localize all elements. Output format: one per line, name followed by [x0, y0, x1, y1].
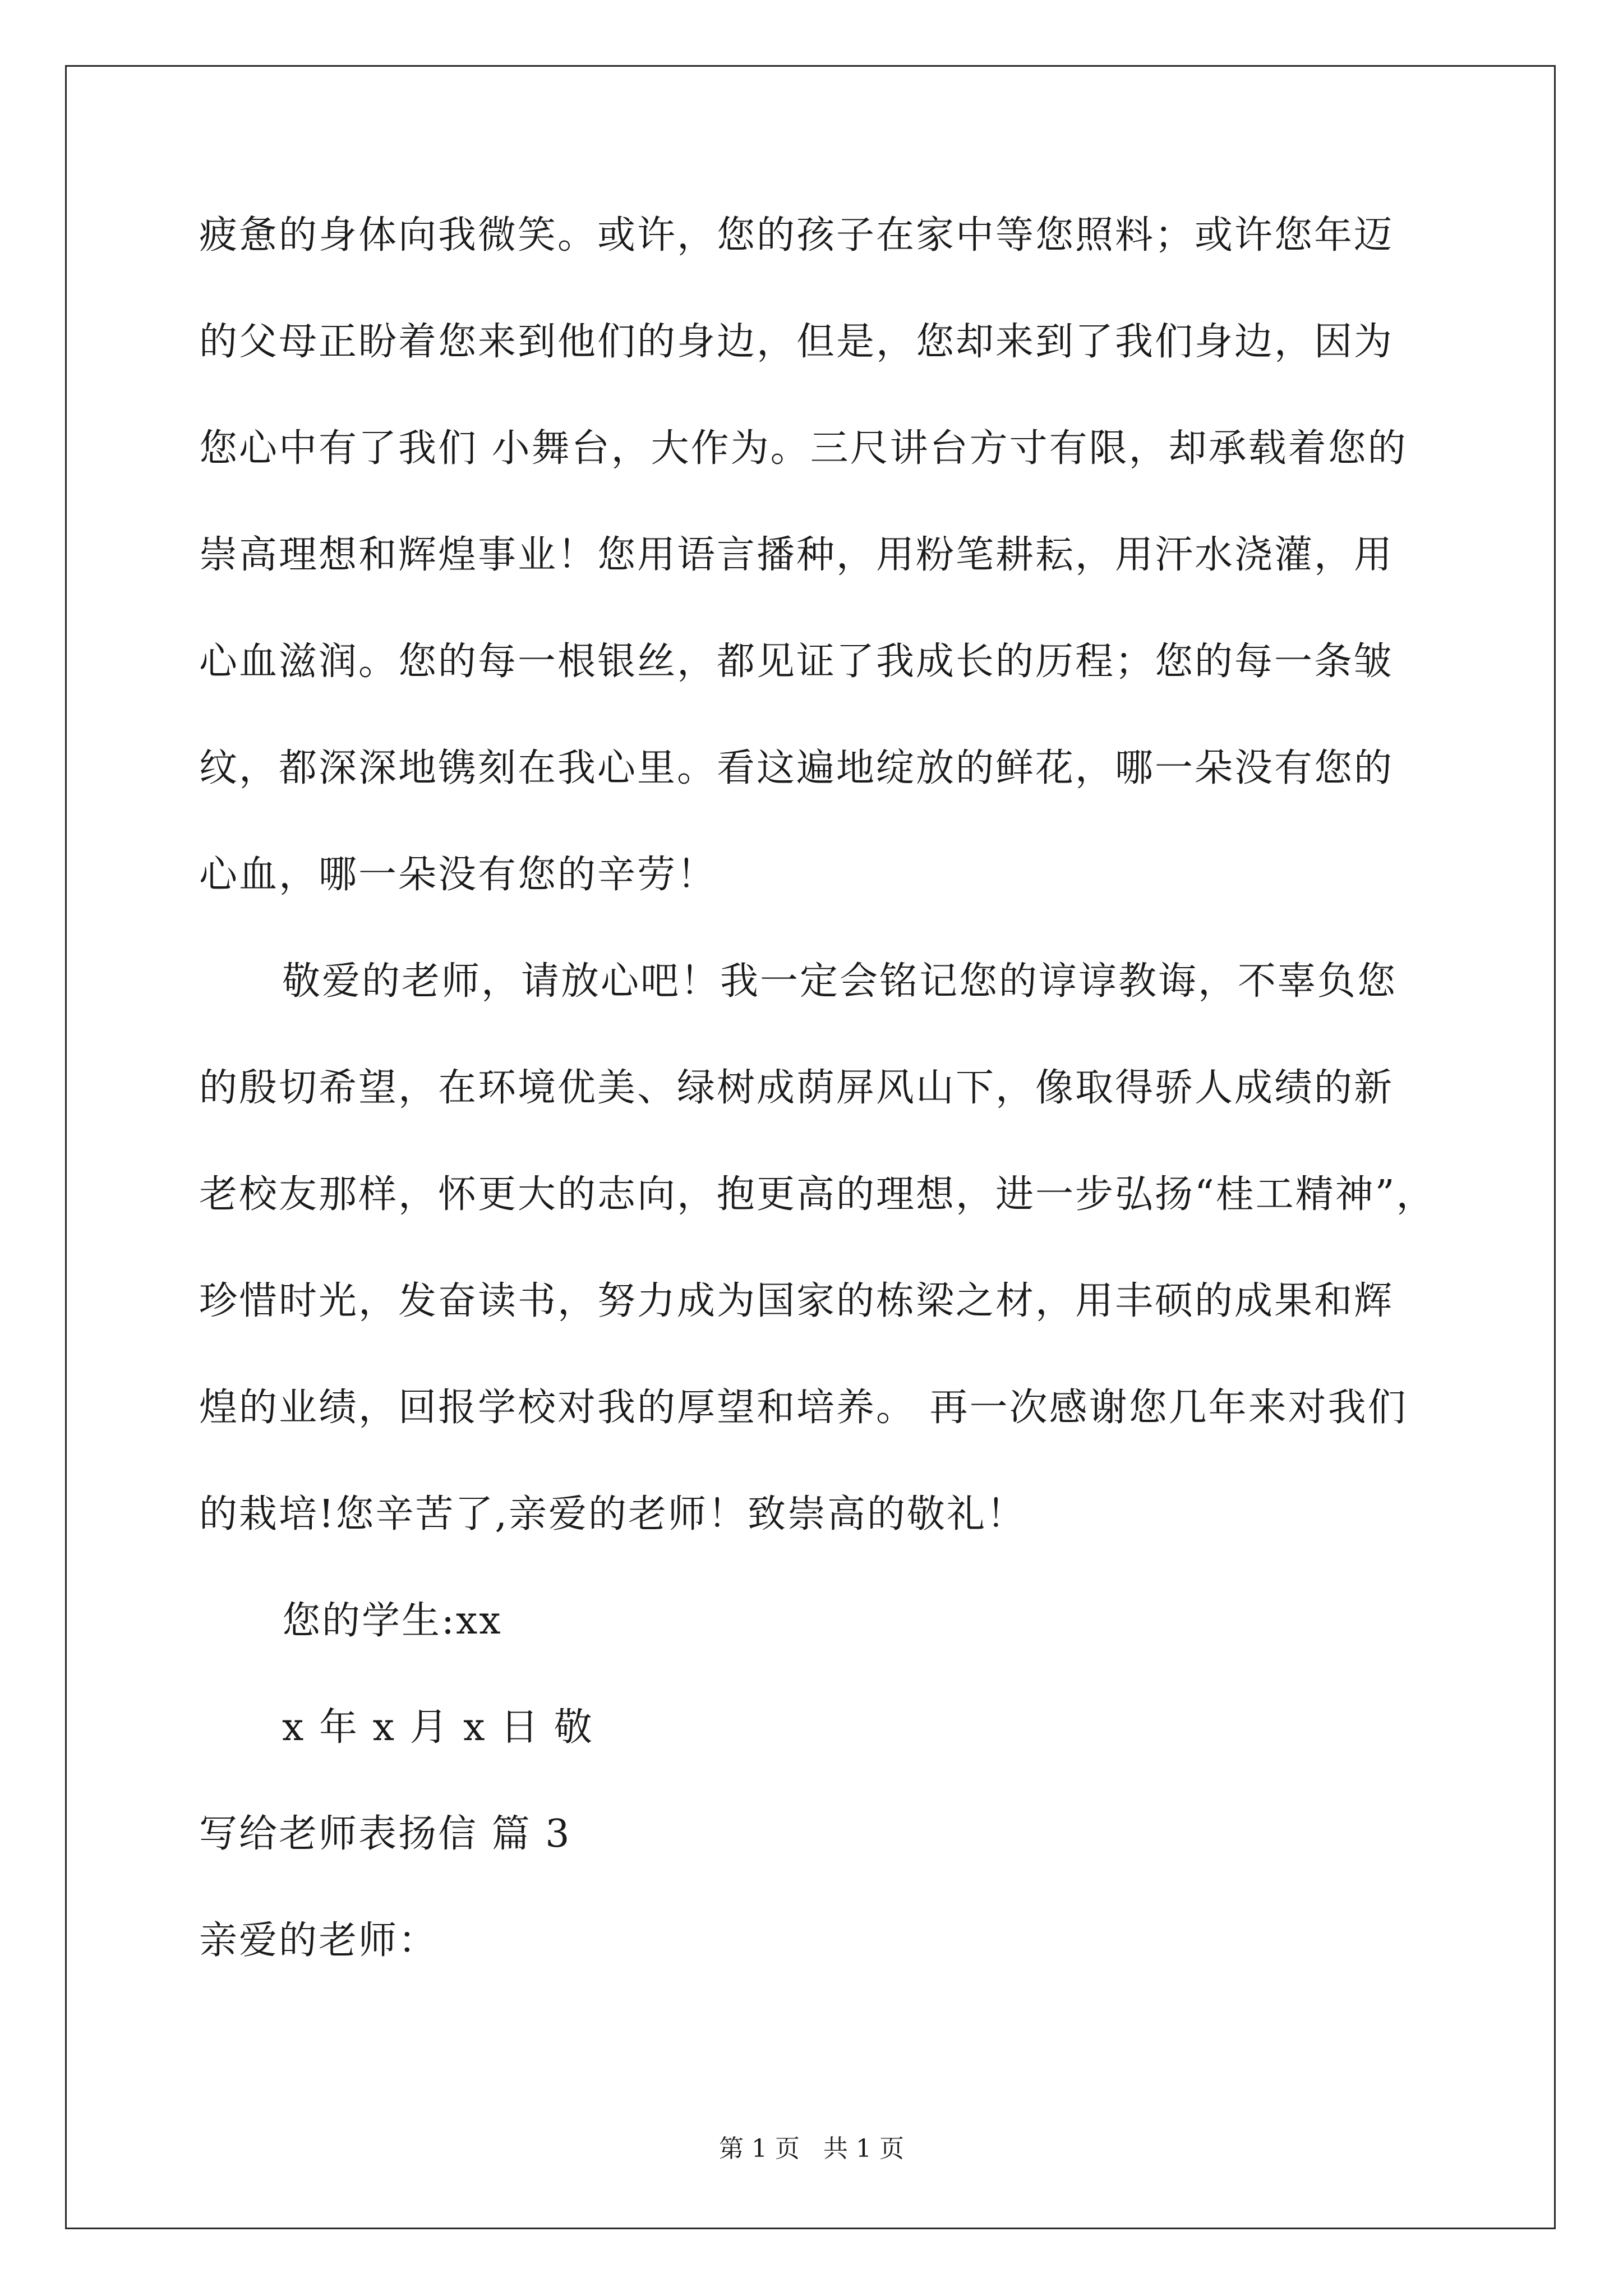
text-line: 的殷切希望，在环境优美、绿树成荫屏风山下，像取得骄人成绩的新	[199, 1066, 1394, 1110]
text-line: 心血，哪一朵没有您的辛劳！	[199, 853, 717, 897]
text-line: 纹，都深深地镌刻在我心里。看这遍地绽放的鲜花，哪一朵没有您的	[199, 746, 1394, 790]
page-frame	[65, 65, 1556, 2229]
section-heading: 写给老师表扬信 篇 3	[199, 1812, 571, 1856]
signature-line: 您的学生:xx	[282, 1599, 502, 1643]
text-line: 疲惫的身体向我微笑。或许，您的孩子在家中等您照料；或许您年迈	[199, 213, 1394, 257]
text-line: 您心中有了我们 小舞台，大作为。三尺讲台方寸有限，却承载着您的	[199, 426, 1408, 471]
page-total: 共 1 页	[823, 2134, 904, 2163]
text-line: 珍惜时光，发奋读书，努力成为国家的栋梁之材，用丰硕的成果和辉	[199, 1279, 1394, 1323]
text-line: 崇高理想和辉煌事业！您用语言播种，用粉笔耕耘，用汗水浇灌，用	[199, 533, 1394, 577]
page-footer	[0, 2134, 1623, 2164]
text-line: 的栽培!您辛苦了,亲爱的老师！致崇高的敬礼！	[199, 1492, 1026, 1536]
page-number: 第 1 页	[719, 2134, 800, 2163]
text-line: 老校友那样，怀更大的志向，抱更高的理想，进一步弘扬“桂工精神”，	[199, 1172, 1436, 1217]
text-line: 煌的业绩，回报学校对我的厚望和培养。 再一次感谢您几年来对我们	[199, 1386, 1408, 1430]
text-line: 心血滋润。您的每一根银丝，都见证了我成长的历程；您的每一条皱	[199, 639, 1394, 684]
paragraph-start-line: 敬爱的老师，请放心吧！我一定会铭记您的谆谆教诲，不辜负您	[282, 959, 1398, 1004]
date-line: x 年 x 月 x 日 敬	[282, 1705, 594, 1750]
text-line: 的父母正盼着您来到他们的身边，但是，您却来到了我们身边，因为	[199, 320, 1394, 364]
salutation-line: 亲爱的老师：	[199, 1918, 439, 1963]
